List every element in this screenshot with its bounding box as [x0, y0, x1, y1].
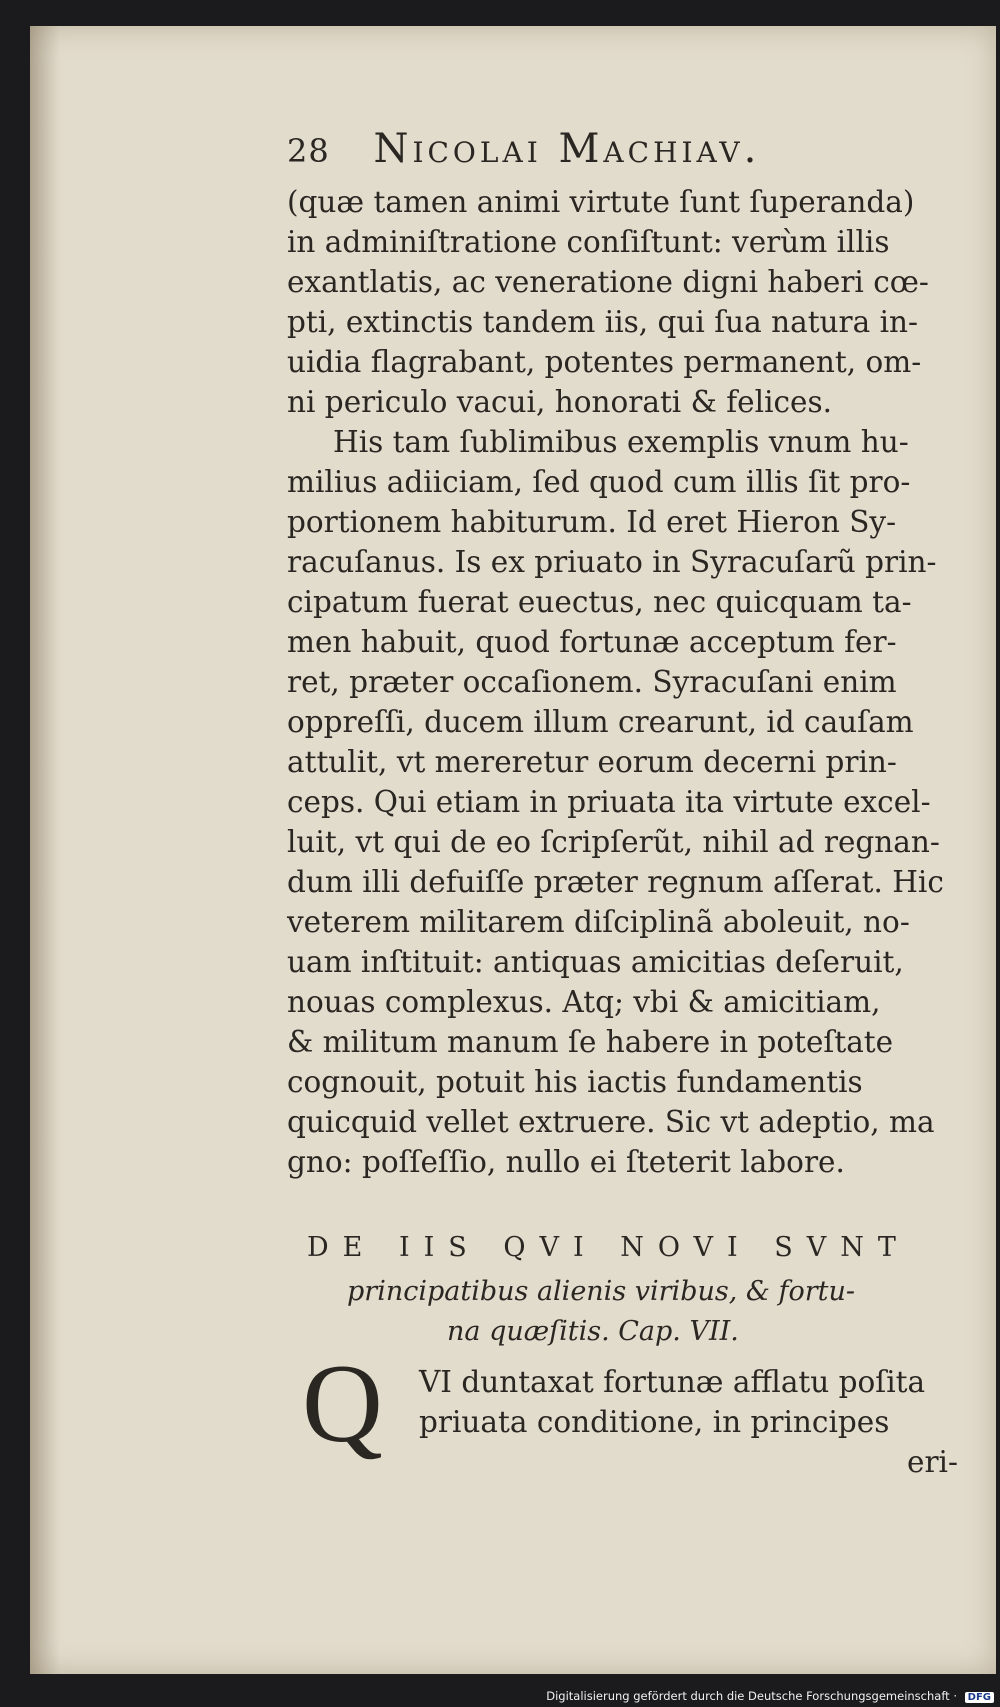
- page-number: 28: [287, 132, 330, 170]
- text-line: oppreſſi, ducem illum crearunt, id cauſam: [287, 705, 914, 739]
- text-line: uam inſtituit: antiquas amicitias deſeruit,: [287, 945, 904, 979]
- text-line: dum illi defuiſſe præter regnum aſſerat. Hic: [287, 865, 944, 899]
- text-line: veterem militarem diſciplinã aboleuit, no-: [287, 905, 910, 939]
- digitization-credit: [0, 1689, 994, 1703]
- text-line: pti, extinctis tandem iis, qui ſua natura in-: [287, 305, 919, 339]
- chapter-heading: DE IIS QVI NOVI SVNT: [307, 1232, 910, 1263]
- text-line: cognouit, potuit his iactis fundamentis: [287, 1065, 863, 1099]
- text-line: uidia flagrabant, potentes permanent, om-: [287, 345, 922, 379]
- text-line: quicquid vellet extruere. Sic vt adeptio, ma: [287, 1105, 935, 1139]
- chapter-subheading: principatibus alienis viribus, & fortu-: [347, 1276, 856, 1307]
- text-line: His tam ſublimibus exemplis vnum hu-: [333, 425, 909, 459]
- text-line: & militum manum ſe habere in poteſtate: [287, 1025, 894, 1059]
- chapter-subheading: na quæſitis. Cap. VII.: [447, 1316, 739, 1347]
- text-line: priuata conditione, in principes: [419, 1405, 890, 1439]
- running-head: [287, 126, 927, 178]
- text-line: gno: poſſeſſio, nullo ei ſteterit labore.: [287, 1145, 845, 1179]
- catchword: eri-: [907, 1445, 958, 1479]
- text-line: racuſanus. Is ex priuato in Syracuſarũ prin-: [287, 545, 937, 579]
- text-line: cipatum fuerat euectus, nec quicquam ta-: [287, 585, 912, 619]
- text-line: attulit, vt mereretur eorum decerni prin-: [287, 745, 897, 779]
- text-line: men habuit, quod fortunæ acceptum fer-: [287, 625, 897, 659]
- text-line: luit, vt qui de eo ſcripſerũt, nihil ad regnan-: [287, 825, 940, 859]
- credit-text: Digitalisierung gefördert durch die Deutsche Forschungsgemeinschaft ·: [546, 1689, 957, 1703]
- running-title: Nicolai Machiav.: [373, 126, 761, 172]
- text-line: (quæ tamen animi virtute ſunt ſuperanda): [287, 185, 915, 219]
- text-line: portionem habiturum. Id eret Hieron Sy-: [287, 505, 897, 539]
- drop-capital: Q: [302, 1342, 383, 1466]
- text-line: VI duntaxat fortunæ afflatu poſita: [419, 1365, 926, 1399]
- text-line: milius adiiciam, ſed quod cum illis ſit pro-: [287, 465, 911, 499]
- text-line: ret, præter occaſionem. Syracuſani enim: [287, 665, 897, 699]
- dfg-logo-icon: DFG: [965, 1692, 994, 1703]
- book-page: [30, 26, 996, 1674]
- text-line: ceps. Qui etiam in priuata ita virtute excel-: [287, 785, 931, 819]
- text-line: in adminiſtratione conſiſtunt: verùm illis: [287, 225, 890, 259]
- text-line: exantlatis, ac veneratione digni haberi cœ-: [287, 265, 929, 299]
- text-line: ni periculo vacui, honorati & felices.: [287, 385, 833, 419]
- text-line: nouas complexus. Atq; vbi & amicitiam,: [287, 985, 881, 1019]
